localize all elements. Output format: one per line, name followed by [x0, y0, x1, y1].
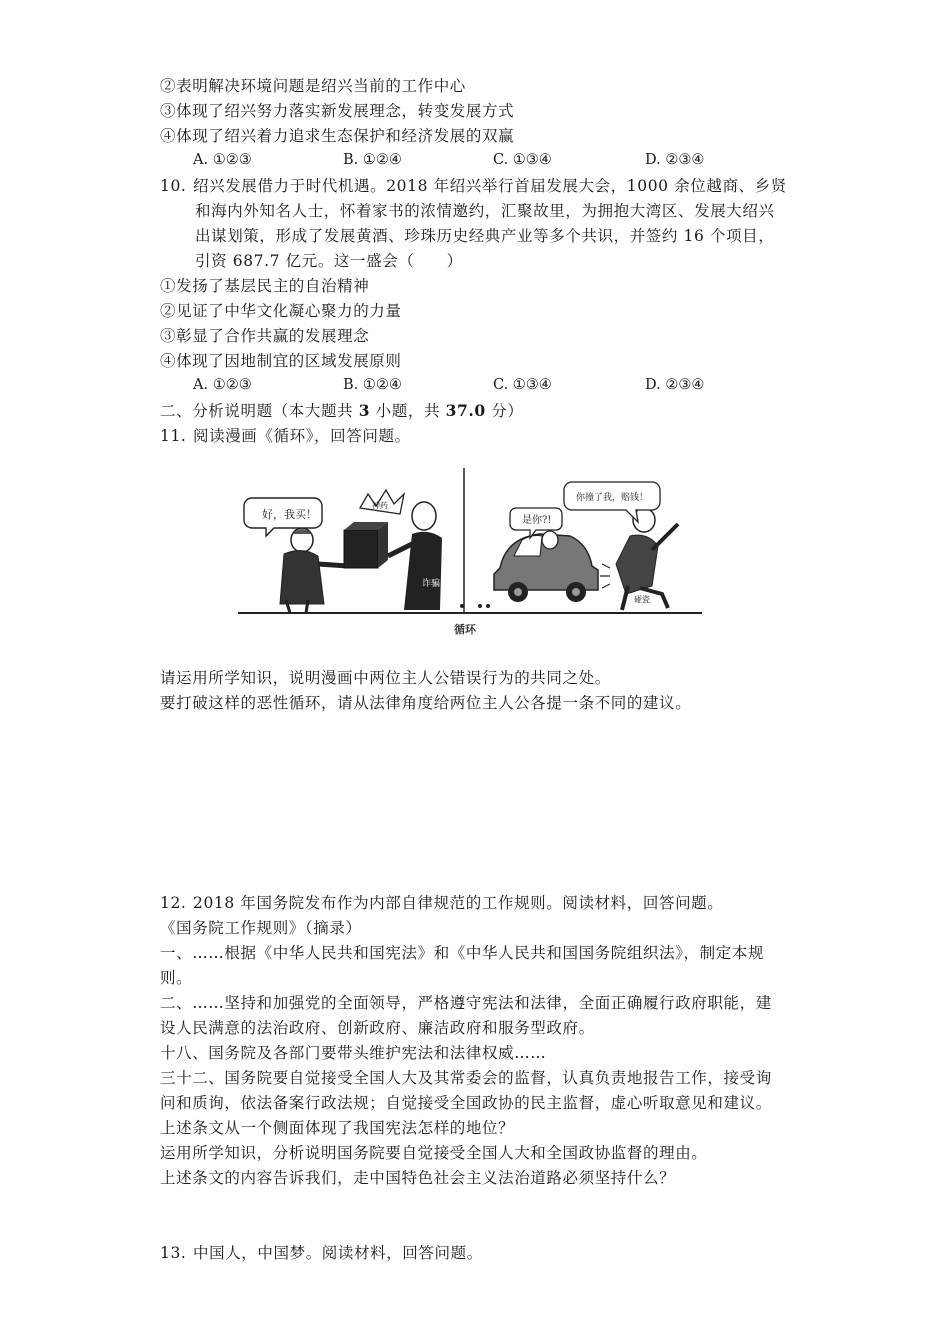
q10-stem-line-3: 出谋划策，形成了发展黄酒、珍珠历史经典产业等多个共识，并签约 16 个项目，: [195, 227, 775, 245]
impact-marks: [600, 564, 610, 588]
q11-question-1: 请运用所学知识，说明漫画中两位主人公错误行为的共同之处。: [160, 669, 611, 687]
q10-item-4: ④体现了因地制宜的区域发展原则: [160, 352, 402, 370]
q12-line: 一、……根据《中华人民共和国宪法》和《中华人民共和国国务院组织法》，制定本规: [160, 944, 765, 962]
q10-stem-line-2: 和海内外知名人士，怀着家书的浓情邀约，汇聚故里，为拥抱大湾区、发展大绍兴: [195, 202, 775, 220]
box-label: 神药: [372, 501, 388, 510]
q10-option-a[interactable]: A. ①②③: [193, 377, 252, 393]
medicine-box: [344, 522, 388, 568]
dot: [478, 604, 482, 608]
bubble-left: [244, 498, 322, 536]
q12-number: 12.: [160, 894, 187, 912]
q10-item-2: ②见证了中华文化凝心聚力的力量: [160, 302, 402, 320]
q9-item-3: ③体现了绍兴努力落实新发展理念，转变发展方式: [160, 102, 515, 120]
section-2-heading: 二、分析说明题（本大题共 3 小题，共 37.0 分）: [160, 401, 524, 420]
fraudster: [388, 502, 442, 610]
q10-option-b[interactable]: B. ①②④: [343, 377, 402, 393]
q13-number: 13.: [160, 1244, 187, 1262]
q12-question-3: 上述条文的内容告诉我们，走中国特色社会主义法治道路必须坚持什么？: [160, 1169, 676, 1187]
q9-option-a[interactable]: A. ①②③: [193, 152, 252, 168]
bubble-left-text: 好，我买！: [262, 508, 317, 521]
q12-line: 《国务院工作规则》（摘录）: [160, 919, 362, 937]
q10-item-1: ①发扬了基层民主的自治精神: [160, 277, 370, 295]
scam-label: 碰瓷: [634, 595, 650, 604]
q9-item-2: ②表明解决环境问题是绍兴当前的工作中心: [160, 77, 466, 95]
old-man-buyer: [280, 528, 348, 613]
q9-item-4: ④体现了绍兴着力追求生态保护和经济发展的双赢: [160, 127, 515, 145]
driver: [542, 531, 558, 549]
q9-option-c[interactable]: C. ①③④: [493, 152, 552, 168]
q10-number: 10.: [160, 177, 187, 195]
q11-stem: 11. 阅读漫画《循环》，回答问题。: [160, 427, 411, 445]
q12-line: 则。: [160, 969, 193, 987]
q10-stem-line-1: 10. 绍兴发展借力于时代机遇。2018 年绍兴举行首届发展大会，1000 余位越商、乡贤: [160, 177, 787, 195]
cartoon-caption: 循环: [454, 623, 476, 636]
q12-line: 问和质询，依法备案行政法规；自觉接受全国政协的民主监督，虚心听取意见和建议。: [160, 1094, 772, 1112]
q12-stem: 12. 2018 年国务院发布作为内部自律规范的工作规则。阅读材料，回答问题。: [160, 894, 724, 912]
q12-line: 十八、国务院及各部门要带头维护宪法和法律权威……: [160, 1044, 547, 1062]
q11-number: 11.: [160, 427, 187, 445]
q10-option-c[interactable]: C. ①③④: [493, 377, 552, 393]
q9-option-b[interactable]: B. ①②④: [343, 152, 402, 168]
q12-line: 三十二、国务院要自觉接受全国人大及其常委会的监督，认真负责地报告工作，接受询: [160, 1069, 772, 1087]
q12-question-1: 上述条文从一个侧面体现了我国宪法怎样的地位？: [160, 1119, 515, 1137]
dot: [486, 604, 490, 608]
crown: [360, 490, 404, 514]
q9-option-d[interactable]: D. ②③④: [645, 152, 705, 168]
q10-option-d[interactable]: D. ②③④: [645, 377, 705, 393]
dot: [460, 604, 464, 608]
q12-line: 二、……坚持和加强党的全面领导，严格遵守宪法和法律，全面正确履行政府职能，建: [160, 994, 772, 1012]
q12-question-2: 运用所学知识，分析说明国务院要自觉接受全国人大和全国政协监督的理由。: [160, 1144, 708, 1162]
fraud-label: 诈骗: [422, 579, 441, 589]
q11-question-2: 要打破这样的恶性循环，请从法律角度给两位主人公各提一条不同的建议。: [160, 694, 692, 712]
q10-stem-line-4: 引资 687.7 亿元。这一盛会（ ）: [195, 252, 463, 270]
q10-item-3: ③彰显了合作共赢的发展理念: [160, 327, 370, 345]
bubble-driver-text: 是你?!: [522, 515, 552, 526]
bubble-old-text: 你撞了我，赔钱！: [576, 493, 649, 503]
q13-stem: 13. 中国人，中国梦。阅读材料，回答问题。: [160, 1244, 483, 1262]
q12-line: 设人民满意的法治政府、创新政府、廉洁政府和服务型政府。: [160, 1019, 595, 1037]
cartoon-cycle: [232, 468, 712, 648]
old-man-scammer: [616, 508, 678, 610]
